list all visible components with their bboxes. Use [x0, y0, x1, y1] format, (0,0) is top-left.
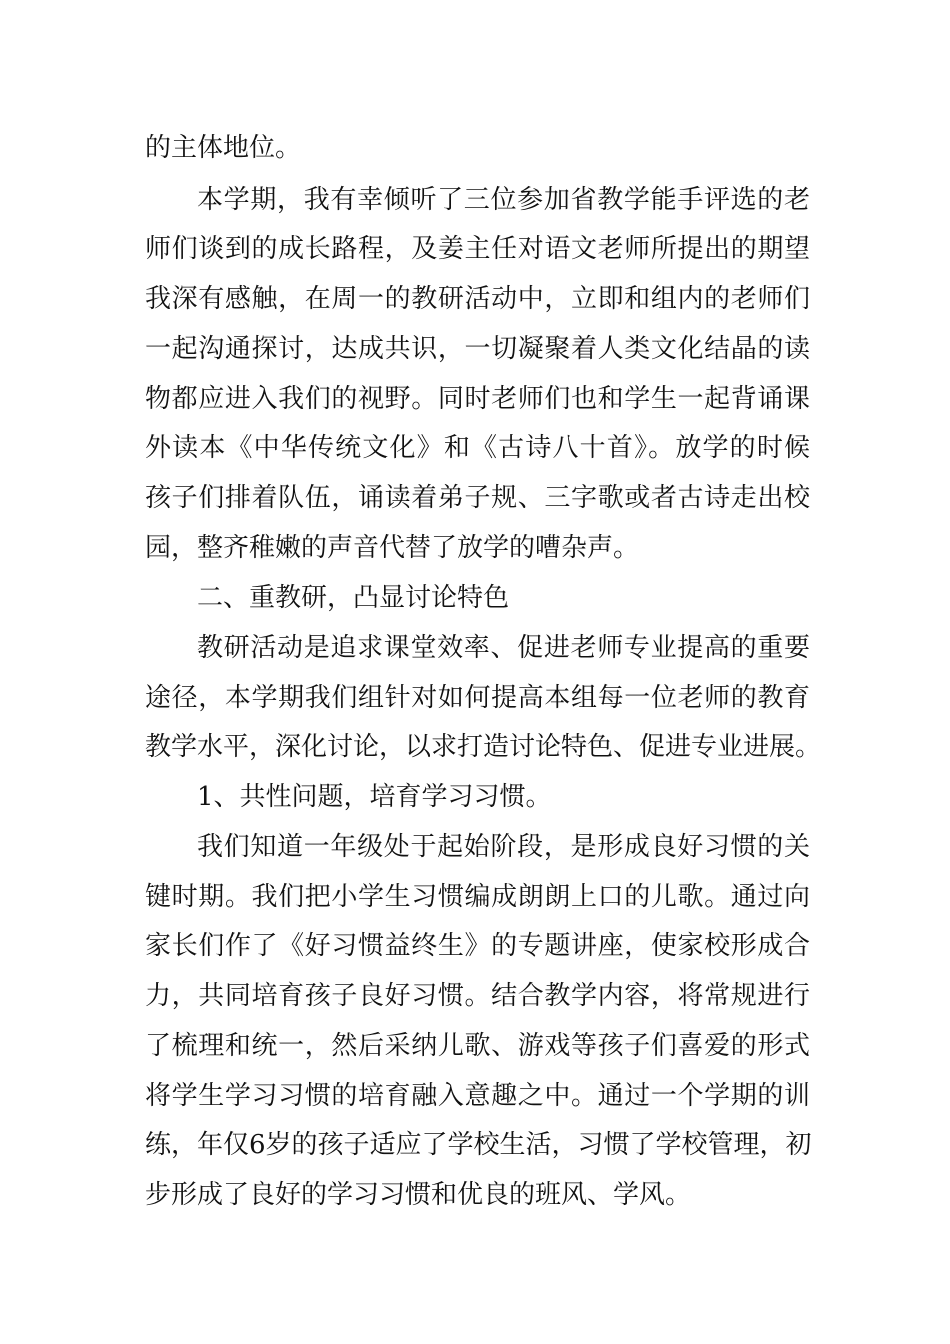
text-line: 将学生学习习惯的培育融入意趣之中。通过一个学期的训 [145, 1081, 810, 1111]
text-line: 一起沟通探讨，达成共识，一切凝聚着人类文化结晶的读 [145, 334, 810, 364]
text-line: 了梳理和统一，然后采纳儿歌、游戏等孩子们喜爱的形式 [145, 1031, 810, 1061]
paragraph-first-line: 本学期，我有幸倾听了三位参加省教学能手评选的老 [197, 185, 810, 215]
paragraph-first-line: 教研活动是追求课堂效率、促进老师专业提高的重要 [197, 633, 810, 663]
text-line: 物都应进入我们的视野。同时老师们也和学生一起背诵课 [145, 384, 810, 414]
text-line: 键时期。我们把小学生习惯编成朗朗上口的儿歌。通过向 [145, 882, 810, 912]
text-line: 力，共同培育孩子良好习惯。结合教学内容，将常规进行 [145, 981, 810, 1011]
text-line: 的主体地位。 [145, 133, 302, 163]
text-line: 我深有感触，在周一的教研活动中，立即和组内的老师们 [145, 284, 810, 314]
text-line: 步形成了良好的学习习惯和优良的班风、学风。 [145, 1180, 692, 1210]
subsection-heading: 1、共性问题，培育学习习惯。 [197, 782, 552, 812]
section-heading: 二、重教研，凸显讨论特色 [197, 583, 510, 613]
text-line: 外读本《中华传统文化》和《古诗八十首》。放学的时候 [145, 433, 810, 463]
paragraph-first-line: 我们知道一年级处于起始阶段，是形成良好习惯的关 [197, 832, 810, 862]
text-line: 教学水平，深化讨论，以求打造讨论特色、促进专业进展。 [145, 732, 822, 762]
text-line: 师们谈到的成长路程，及姜主任对语文老师所提出的期望 [145, 234, 810, 264]
text-line: 孩子们排着队伍，诵读着弟子规、三字歌或者古诗走出校 [145, 483, 810, 513]
text-line: 家长们作了《好习惯益终生》的专题讲座，使家校形成合 [145, 931, 810, 961]
text-line: 练，年仅6岁的孩子适应了学校生活，习惯了学校管理，初 [145, 1130, 812, 1160]
text-line: 途径，本学期我们组针对如何提高本组每一位老师的教育 [145, 683, 810, 713]
text-line: 园，整齐稚嫩的声音代替了放学的嘈杂声。 [145, 533, 640, 563]
